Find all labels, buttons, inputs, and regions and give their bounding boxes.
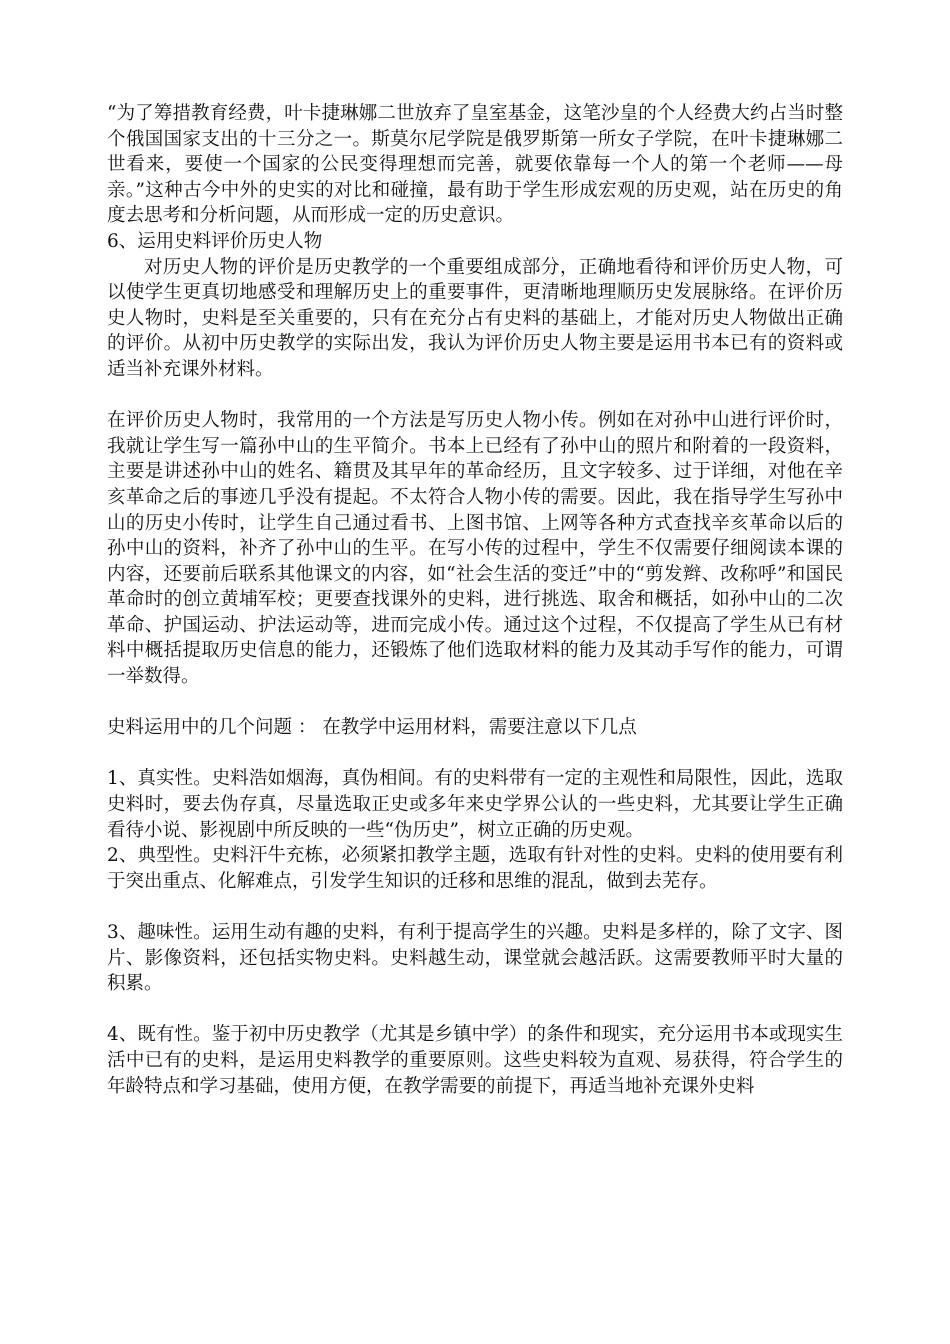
paragraph-biography-method: 在评价历史人物时，我常用的一个方法是写历史人物小传。例如在对孙中山进行评价时，我就让学生写一篇孙中山的生平简介。书本上已经有了孙中山的照片和附着的一段资料，主要是讲述孙中山的姓名、籍贯及其早年的革命经历，且文字较多、过于详细，对他在辛亥革命之后的事迹几乎没有提起。不太符合人物小传的需要。因此，我在指导学生写孙中山的历史小传时，让学生自己通过看书、上图书馆、上网等各种方式查找辛亥革命以后的孙中山的资料，补齐了孙中山的生平。在写小传的过程中，学生不仅需要仔细阅读本课的内容，还要前后联系其他课文的内容，如“社会生活的变迁”中的“剪发辫、改称呼”和国民革命时的创立黄埔军校；更要查找课外的史料，进行挑选、取舍和概括，如孙中山的二次革命、护国运动、护法运动等，进而完成小传。通过这个过程，不仅提高了学生从已有材料中概括提取历史信息的能力，还锻炼了他们选取材料的能力及其动手写作的能力，可谓一举数得。	[107, 410, 843, 688]
list-item-typicality: 2、典型性。史料汗牛充栋，必须紧扣教学主题，选取有针对性的史料。史料的使用要有利于突出重点、化解难点，引发学生知识的迁移和思维的混乱，做到去芜存。	[107, 845, 843, 892]
list-item-interest: 3、趣味性。运用生动有趣的史料，有利于提高学生的兴趣。史料是多样的，除了文字、图片、影像资料，还包括实物史料。史料越生动，课堂就会越活跃。这需要教师平时大量的积累。	[107, 922, 843, 995]
section-heading-issues: 史料运用中的几个问题 ： 在教学中运用材料，需要注意以下几点	[107, 717, 637, 739]
paragraph-evaluating-figures: 对历史人物的评价是历史教学的一个重要组成部分，正确地看待和评价历史人物，可以使学生更真切地感受和理解历史上的重要事件，更清晰地理顺历史发展脉络。在评价历史人物时，史料是至关重要的，只有在充分占有史料的基础上，才能对历史人物做出正确的评价。从初中历史教学的实际出发，我认为评价历史人物主要是运用书本已有的资料或适当补充课外材料。	[107, 256, 843, 380]
paragraph-catherine-quote: “为了筹措教育经费，叶卡捷琳娜二世放弃了皇室基金，这笔沙皇的个人经费大约占当时整个俄国国家支出的十三分之一。斯莫尔尼学院是俄罗斯第一所女子学院，在叶卡捷琳娜二世看来，要使一个国家的公民变得理想而完善，就要依靠每一个人的第一个老师——母亲。”这种古今中外的史实的对比和碰撞，最有助于学生形成宏观的历史观，站在历史的角度去思考和分析问题，从而形成一定的历史意识。	[107, 103, 843, 227]
list-item-authenticity: 1、真实性。史料浩如烟海，真伪相间。有的史料带有一定的主观性和局限性，因此，选取史料时，要去伪存真，尽量选取正史或多年来史学界公认的一些史料，尤其要让学生正确看待小说、影视剧中所反映的一些“伪历史”，树立正确的历史观。	[107, 768, 843, 841]
document-body	[107, 101, 843, 1099]
section-heading-6: 6、运用史料评价历史人物	[107, 230, 323, 252]
list-item-availability: 4、既有性。鉴于初中历史教学（尤其是乡镇中学）的条件和现实，充分运用书本或现实生活中已有的史料，是运用史料教学的重要原则。这些史料较为直观、易获得，符合学生的年龄特点和学习基础，使用方便，在教学需要的前提下，再适当地补充课外史料	[107, 1024, 843, 1097]
